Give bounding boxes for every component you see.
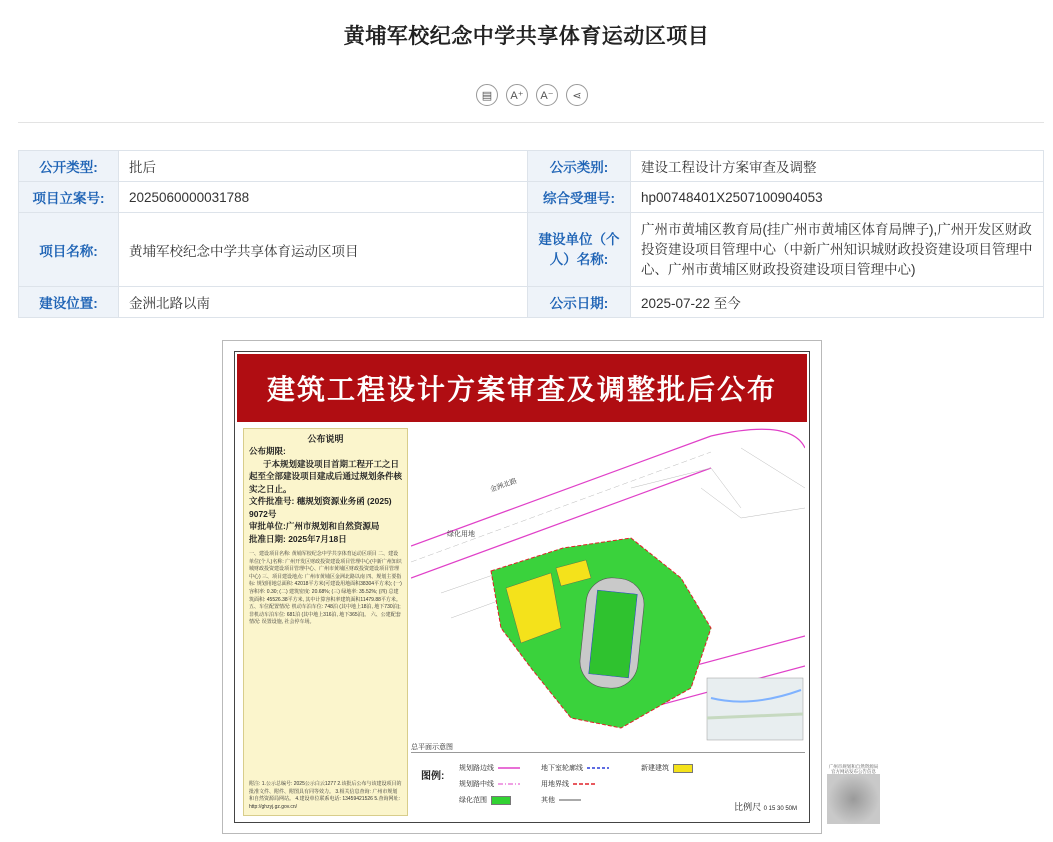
map-label-green: 绿化用地: [447, 531, 475, 538]
type-label: 公开类型:: [19, 151, 119, 182]
accept-no-value: hp00748401X2507100904053: [631, 182, 1044, 213]
qr-caption: 广州市规划和自然资源局官方网站发布公告信息: [828, 764, 879, 774]
page-title: 黄埔军校纪念中学共享体育运动区项目: [343, 25, 710, 48]
site-plan-map: [411, 428, 805, 742]
notice-details: 一、建设项目名称: 黄埔军校纪念中学共享体育运动区项目 二、建设单位(个人)名称: 广州开发区财政投资建设项目管理中心(中新广州知识城财政投资建设项目管理中心、广州市黄埔区财政投资建设项目管理中心) 三、项目建设地点: 广州市黄埔区金洲北路以南 四、规划主要指标: 规划用地总面积: 42018平方米(可建设用地面积38304平方米); (一) 容积率: 0.30; (二) 建筑密度: 20.68%; (三) 绿地率: 35.52%; (四) 总建筑面积: 45526.38平方米, 其中计算容积率建筑面积11479.88平方米。 五、车位配置情况: 机动车泊车位: 748泊 (其中地上18泊, 地下730泊); 非机动车泊车位: 681泊 (其中地上316泊, 地下365泊)。 六、公建配套情况: 误置设施, 社会停车场。: [249, 551, 402, 626]
poster-banner: 建筑工程设计方案审查及调整批后公布: [237, 354, 807, 422]
notice-poster-image[interactable]: [222, 340, 822, 834]
notice-line: 于本规划建设项目首期工程开工之日起至全部建设项目建成后通过规划条件核实之日止。: [249, 458, 403, 494]
info-row: [19, 287, 1044, 318]
legend-item: 地下室轮廓线: [541, 765, 583, 772]
notice-poster: [234, 351, 810, 823]
qr-code[interactable]: [827, 764, 880, 827]
notice-heading: 公布说明: [307, 434, 344, 444]
font-increase-icon[interactable]: A⁺: [506, 84, 528, 106]
article-toolbar: [476, 84, 588, 106]
location-label: 建设位置:: [19, 287, 119, 318]
print-icon[interactable]: ▤: [476, 84, 498, 106]
scale-bar: 比例尺 0 15 30 50M: [734, 802, 797, 812]
location-value: 金洲北路以南: [119, 287, 528, 318]
project-no-value: 2025060000031788: [119, 182, 528, 213]
legend-item: 用地界线: [541, 781, 569, 788]
plan-label: 总平面示意图: [411, 744, 453, 751]
builder-value: 广州市黄埔区教育局(挂广州市黄埔区体育局牌子),广州开发区财政投资建设项目管理中心（中新广州知识城财政投资建设项目管理中心、广州市黄埔区财政投资建设项目管理中心): [631, 213, 1044, 287]
type-value: 批后: [119, 151, 528, 182]
notice-footnotes: 附注: 1.公示总编号: 2025公示白云1277 2.该批后公布与该建设项目的批准文件、附件、附图具有同等效力。 3.相关信息查询: 广州市规划和自然资源局网站。 4.建设单位联系电话: 13459421526 5.查询网址: http://ghzyj.gz.gov.cn/: [249, 781, 402, 810]
accept-no-label: 综合受理号:: [528, 182, 631, 213]
date-value: 2025-07-22 至今: [631, 287, 1044, 318]
date-label: 公示日期:: [528, 287, 631, 318]
notice-line: 批准日期: 2025年7月18日: [249, 533, 347, 544]
map-label-road: 金洲北路: [489, 477, 518, 494]
legend-item: 其他: [541, 797, 555, 804]
info-row: [19, 213, 1044, 287]
project-no-label: 项目立案号:: [19, 182, 119, 213]
legend-item: 规划路中线: [459, 781, 494, 788]
legend-item: 绿化范围: [459, 795, 511, 805]
category-value: 建设工程设计方案审查及调整: [631, 151, 1044, 182]
project-info-table: [18, 150, 1044, 318]
project-name-label: 项目名称:: [19, 213, 119, 287]
notice-line: 公布期限:: [249, 446, 286, 456]
notice-line: 文件批准号: 穗规划资源业务函 (2025) 9072号: [249, 496, 392, 519]
builder-label: 建设单位（个人）名称:: [528, 213, 631, 287]
divider: [18, 122, 1044, 123]
legend-item: 新建建筑: [641, 763, 693, 773]
legend-title: 图例:: [421, 771, 445, 782]
map-legend: [411, 752, 805, 817]
legend-item: 规划路边线: [459, 765, 494, 772]
project-name-value: 黄埔军校纪念中学共享体育运动区项目: [119, 213, 528, 287]
qr-image: [827, 774, 880, 824]
info-row: [19, 151, 1044, 182]
info-row: [19, 182, 1044, 213]
share-icon[interactable]: ⋖: [566, 84, 588, 106]
notice-panel: [243, 428, 408, 816]
notice-line: 审批单位:广州市规划和自然资源局: [249, 521, 380, 531]
font-decrease-icon[interactable]: A⁻: [536, 84, 558, 106]
category-label: 公示类别:: [528, 151, 631, 182]
